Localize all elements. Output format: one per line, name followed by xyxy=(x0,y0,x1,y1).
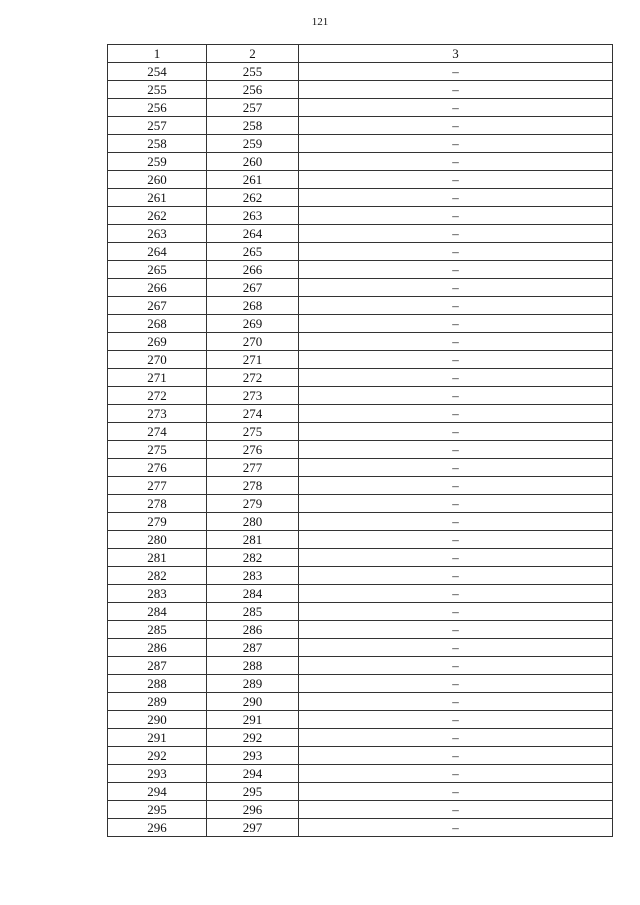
table-row xyxy=(108,261,613,279)
table-cell-col-1: 287 xyxy=(108,657,207,675)
table-cell-col-1: 254 xyxy=(108,63,207,81)
table-cell-col-2: 295 xyxy=(207,783,299,801)
table-cell-col-2: 288 xyxy=(207,657,299,675)
table-cell-col-3: – xyxy=(299,225,613,243)
table-cell-col-3: – xyxy=(299,243,613,261)
column-header-2: 2 xyxy=(207,45,299,63)
table-cell-col-3: – xyxy=(299,387,613,405)
table-cell-col-2: 292 xyxy=(207,729,299,747)
table-cell-col-1: 264 xyxy=(108,243,207,261)
table-cell-col-3: – xyxy=(299,603,613,621)
table-row xyxy=(108,423,613,441)
table-cell-col-1: 286 xyxy=(108,639,207,657)
table-cell-col-3: – xyxy=(299,279,613,297)
table-row xyxy=(108,693,613,711)
table-cell-col-2: 272 xyxy=(207,369,299,387)
table-cell-col-3: – xyxy=(299,657,613,675)
table-cell-col-3: – xyxy=(299,711,613,729)
table-cell-col-1: 267 xyxy=(108,297,207,315)
table-cell-col-3: – xyxy=(299,81,613,99)
table-cell-col-1: 272 xyxy=(108,387,207,405)
table-cell-col-1: 283 xyxy=(108,585,207,603)
table-row xyxy=(108,225,613,243)
table-cell-col-1: 281 xyxy=(108,549,207,567)
table-cell-col-3: – xyxy=(299,495,613,513)
table-row xyxy=(108,459,613,477)
table-row xyxy=(108,297,613,315)
table-row xyxy=(108,783,613,801)
table-cell-col-1: 268 xyxy=(108,315,207,333)
table-cell-col-3: – xyxy=(299,423,613,441)
table-cell-col-2: 257 xyxy=(207,99,299,117)
table-cell-col-3: – xyxy=(299,261,613,279)
table-cell-col-1: 288 xyxy=(108,675,207,693)
table-cell-col-1: 296 xyxy=(108,819,207,837)
header-row xyxy=(108,45,613,63)
table-cell-col-3: – xyxy=(299,567,613,585)
table-cell-col-2: 276 xyxy=(207,441,299,459)
table-row xyxy=(108,585,613,603)
table-cell-col-3: – xyxy=(299,531,613,549)
table-cell-col-3: – xyxy=(299,351,613,369)
column-header-3: 3 xyxy=(299,45,613,63)
table-cell-col-2: 266 xyxy=(207,261,299,279)
table-cell-col-1: 269 xyxy=(108,333,207,351)
table-cell-col-1: 260 xyxy=(108,171,207,189)
table-cell-col-1: 295 xyxy=(108,801,207,819)
table-cell-col-1: 265 xyxy=(108,261,207,279)
table-cell-col-2: 260 xyxy=(207,153,299,171)
table-cell-col-1: 256 xyxy=(108,99,207,117)
table-cell-col-1: 266 xyxy=(108,279,207,297)
table-row xyxy=(108,621,613,639)
table-row xyxy=(108,351,613,369)
table-row xyxy=(108,207,613,225)
table-cell-col-3: – xyxy=(299,621,613,639)
table-row xyxy=(108,747,613,765)
table-row xyxy=(108,63,613,81)
table-cell-col-2: 284 xyxy=(207,585,299,603)
table-cell-col-3: – xyxy=(299,459,613,477)
table-cell-col-2: 285 xyxy=(207,603,299,621)
table-cell-col-2: 265 xyxy=(207,243,299,261)
table-cell-col-3: – xyxy=(299,693,613,711)
table-cell-col-1: 263 xyxy=(108,225,207,243)
table-cell-col-3: – xyxy=(299,369,613,387)
table-row xyxy=(108,243,613,261)
table-header xyxy=(108,45,613,63)
table-cell-col-2: 287 xyxy=(207,639,299,657)
table-cell-col-1: 255 xyxy=(108,81,207,99)
table-row xyxy=(108,675,613,693)
table-cell-col-3: – xyxy=(299,819,613,837)
table-cell-col-2: 283 xyxy=(207,567,299,585)
table-row xyxy=(108,477,613,495)
table-cell-col-2: 264 xyxy=(207,225,299,243)
table-cell-col-1: 292 xyxy=(108,747,207,765)
table-cell-col-2: 290 xyxy=(207,693,299,711)
table-cell-col-2: 273 xyxy=(207,387,299,405)
table-cell-col-3: – xyxy=(299,729,613,747)
table-cell-col-1: 261 xyxy=(108,189,207,207)
table-row xyxy=(108,189,613,207)
table-cell-col-3: – xyxy=(299,549,613,567)
table-cell-col-1: 285 xyxy=(108,621,207,639)
table-row xyxy=(108,315,613,333)
table-cell-col-1: 273 xyxy=(108,405,207,423)
table-row xyxy=(108,441,613,459)
table-cell-col-3: – xyxy=(299,639,613,657)
table-cell-col-3: – xyxy=(299,675,613,693)
table-row xyxy=(108,729,613,747)
table-row xyxy=(108,171,613,189)
table-cell-col-2: 289 xyxy=(207,675,299,693)
table-cell-col-2: 270 xyxy=(207,333,299,351)
table-cell-col-3: – xyxy=(299,441,613,459)
table-row xyxy=(108,657,613,675)
table-cell-col-3: – xyxy=(299,99,613,117)
table-cell-col-2: 280 xyxy=(207,513,299,531)
table-cell-col-2: 282 xyxy=(207,549,299,567)
table-cell-col-2: 261 xyxy=(207,171,299,189)
table-row xyxy=(108,387,613,405)
table-row xyxy=(108,81,613,99)
table-row xyxy=(108,333,613,351)
table-row xyxy=(108,567,613,585)
table-cell-col-3: – xyxy=(299,513,613,531)
table-cell-col-1: 271 xyxy=(108,369,207,387)
table-cell-col-2: 262 xyxy=(207,189,299,207)
table-cell-col-3: – xyxy=(299,189,613,207)
table-cell-col-2: 255 xyxy=(207,63,299,81)
table-cell-col-2: 293 xyxy=(207,747,299,765)
table-cell-col-3: – xyxy=(299,63,613,81)
table-body xyxy=(108,63,613,837)
table-cell-col-3: – xyxy=(299,117,613,135)
table-cell-col-2: 291 xyxy=(207,711,299,729)
table-row xyxy=(108,549,613,567)
table-cell-col-2: 269 xyxy=(207,315,299,333)
table-row xyxy=(108,495,613,513)
table-cell-col-1: 275 xyxy=(108,441,207,459)
table-cell-col-2: 268 xyxy=(207,297,299,315)
table-cell-col-2: 281 xyxy=(207,531,299,549)
table-cell-col-3: – xyxy=(299,333,613,351)
table-row xyxy=(108,711,613,729)
table-row xyxy=(108,279,613,297)
table-cell-col-1: 284 xyxy=(108,603,207,621)
table-cell-col-3: – xyxy=(299,297,613,315)
table-row xyxy=(108,765,613,783)
table-cell-col-2: 256 xyxy=(207,81,299,99)
table-cell-col-2: 296 xyxy=(207,801,299,819)
table-cell-col-2: 274 xyxy=(207,405,299,423)
table-cell-col-3: – xyxy=(299,315,613,333)
table-cell-col-1: 294 xyxy=(108,783,207,801)
table-cell-col-3: – xyxy=(299,765,613,783)
table-cell-col-3: – xyxy=(299,405,613,423)
table-cell-col-2: 278 xyxy=(207,477,299,495)
table-row xyxy=(108,531,613,549)
table-row xyxy=(108,801,613,819)
table-row xyxy=(108,135,613,153)
table-cell-col-1: 257 xyxy=(108,117,207,135)
table-cell-col-2: 267 xyxy=(207,279,299,297)
table-row xyxy=(108,603,613,621)
table-cell-col-1: 277 xyxy=(108,477,207,495)
table-cell-col-1: 293 xyxy=(108,765,207,783)
table-cell-col-3: – xyxy=(299,747,613,765)
table-cell-col-2: 297 xyxy=(207,819,299,837)
table-cell-col-3: – xyxy=(299,801,613,819)
table-row xyxy=(108,405,613,423)
table-cell-col-2: 294 xyxy=(207,765,299,783)
table-cell-col-3: – xyxy=(299,135,613,153)
table-cell-col-2: 286 xyxy=(207,621,299,639)
table-cell-col-2: 263 xyxy=(207,207,299,225)
table-cell-col-3: – xyxy=(299,585,613,603)
table-cell-col-1: 280 xyxy=(108,531,207,549)
table-cell-col-2: 258 xyxy=(207,117,299,135)
table-cell-col-1: 291 xyxy=(108,729,207,747)
table-row xyxy=(108,369,613,387)
table-cell-col-1: 274 xyxy=(108,423,207,441)
table-cell-col-1: 262 xyxy=(108,207,207,225)
table-cell-col-3: – xyxy=(299,477,613,495)
table-row xyxy=(108,99,613,117)
table-row xyxy=(108,117,613,135)
table-cell-col-2: 279 xyxy=(207,495,299,513)
table-cell-col-2: 275 xyxy=(207,423,299,441)
table-cell-col-3: – xyxy=(299,153,613,171)
table-cell-col-1: 258 xyxy=(108,135,207,153)
table-cell-col-3: – xyxy=(299,783,613,801)
column-header-1: 1 xyxy=(108,45,207,63)
table-cell-col-2: 271 xyxy=(207,351,299,369)
table-cell-col-1: 278 xyxy=(108,495,207,513)
table-cell-col-1: 290 xyxy=(108,711,207,729)
table-row xyxy=(108,639,613,657)
table-row xyxy=(108,819,613,837)
table-cell-col-1: 279 xyxy=(108,513,207,531)
table-cell-col-1: 259 xyxy=(108,153,207,171)
page-number: 121 xyxy=(311,16,329,28)
table-row xyxy=(108,153,613,171)
table-cell-col-1: 276 xyxy=(108,459,207,477)
table-cell-col-2: 259 xyxy=(207,135,299,153)
table-cell-col-2: 277 xyxy=(207,459,299,477)
table-cell-col-3: – xyxy=(299,207,613,225)
data-table xyxy=(107,44,613,837)
table-cell-col-1: 270 xyxy=(108,351,207,369)
table-row xyxy=(108,513,613,531)
table-cell-col-1: 289 xyxy=(108,693,207,711)
table-cell-col-3: – xyxy=(299,171,613,189)
table-cell-col-1: 282 xyxy=(108,567,207,585)
